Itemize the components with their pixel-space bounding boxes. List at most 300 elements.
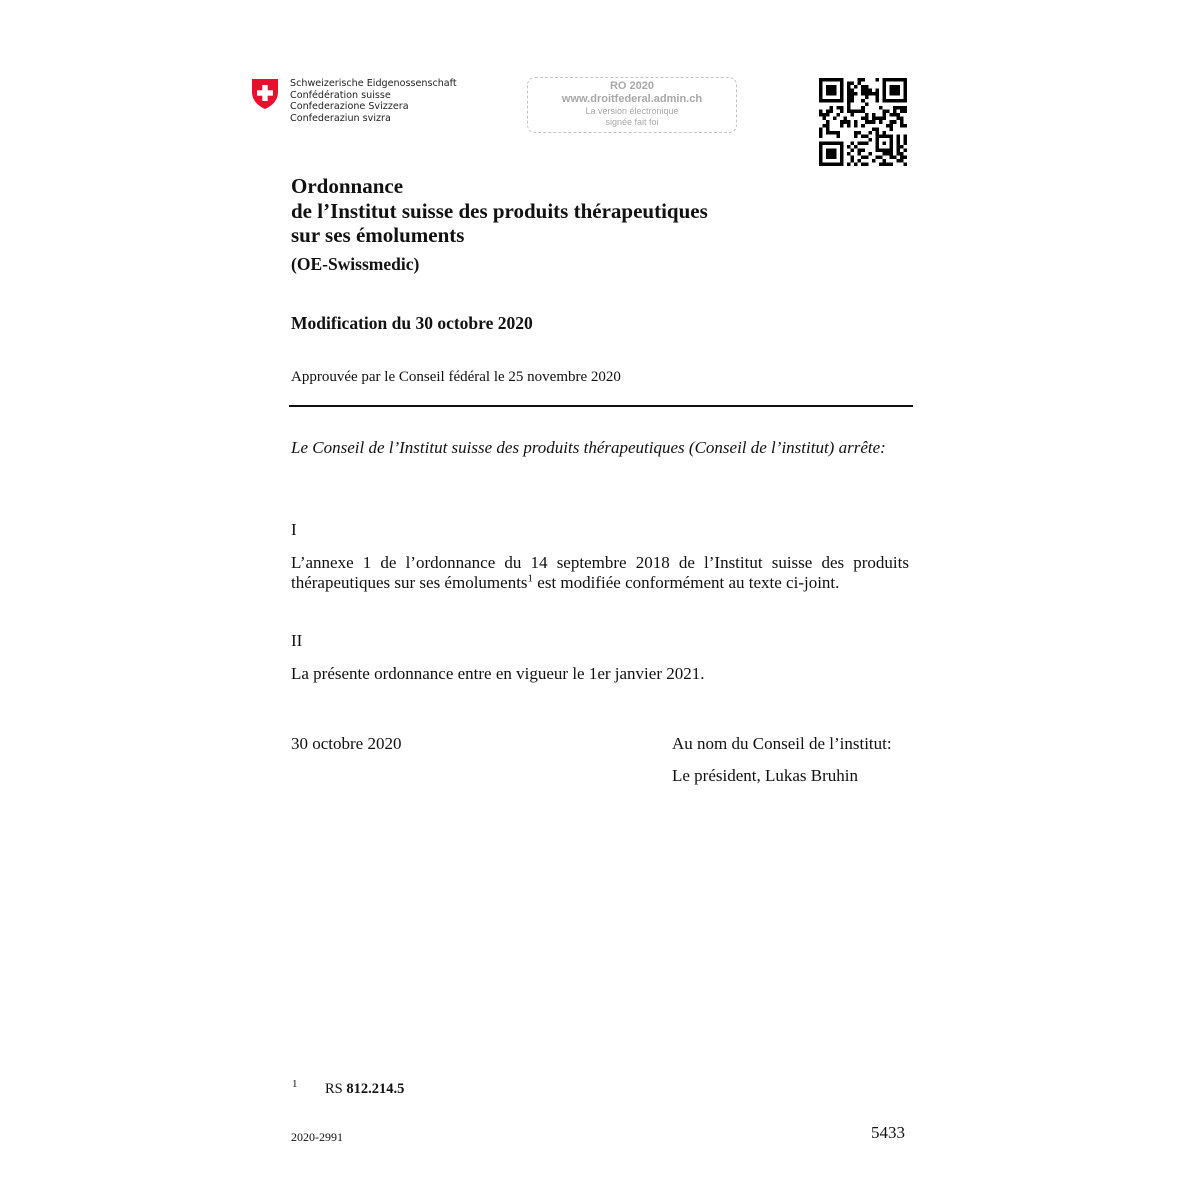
footnote-reference[interactable]: 1 [527, 572, 534, 585]
qr-module [840, 92, 844, 96]
qr-module [826, 78, 830, 82]
qr-module [830, 148, 834, 152]
qr-module [875, 92, 879, 96]
qr-module [879, 155, 883, 159]
qr-module [889, 141, 893, 145]
qr-module [847, 152, 851, 156]
stamp-note-line2: signée fait foi [605, 117, 659, 127]
qr-module [840, 99, 844, 103]
qr-module [833, 92, 837, 96]
qr-module [896, 78, 900, 82]
qr-module [847, 103, 851, 107]
qr-module [889, 134, 893, 138]
qr-module [861, 124, 865, 128]
qr-module [840, 78, 844, 82]
qr-module [837, 134, 841, 138]
swiss-shield-icon [251, 78, 279, 110]
qr-module [868, 152, 872, 156]
qr-module [875, 141, 879, 145]
qr-module [872, 127, 876, 131]
qr-module [882, 131, 886, 135]
qr-module [819, 141, 823, 145]
qr-module [833, 85, 837, 89]
qr-module [819, 99, 823, 103]
signature-president: Le président, Lukas Bruhin [672, 766, 859, 785]
qr-module [826, 85, 830, 89]
qr-module [882, 78, 886, 82]
qr-module [872, 159, 876, 163]
qr-module [840, 89, 844, 93]
qr-module [893, 155, 897, 159]
qr-module [819, 134, 823, 138]
qr-module [823, 117, 827, 121]
qr-module [886, 134, 890, 138]
qr-module [858, 131, 862, 135]
qr-module [882, 99, 886, 103]
qr-module [840, 106, 844, 110]
stamp-website-link[interactable]: www.droitfederal.admin.ch [561, 93, 703, 105]
qr-module [900, 120, 904, 124]
qr-module [840, 82, 844, 86]
qr-module [840, 85, 844, 89]
qr-module [861, 110, 865, 114]
qr-module [854, 110, 858, 114]
qr-module [903, 106, 907, 110]
qr-module [865, 141, 869, 145]
qr-module [851, 89, 855, 93]
qr-module [840, 159, 844, 163]
qr-module [865, 113, 869, 117]
footnote-reference-number: 812.214.5 [346, 1081, 405, 1097]
qr-module [900, 99, 904, 103]
document-title [291, 174, 708, 248]
qr-module [830, 110, 834, 114]
qr-module [865, 155, 869, 159]
qr-module [882, 113, 886, 117]
qr-module [889, 120, 893, 124]
qr-module [830, 131, 834, 135]
qr-module [903, 141, 907, 145]
qr-module [889, 127, 893, 131]
qr-module [854, 131, 858, 135]
qr-module [861, 134, 865, 138]
qr-module [889, 155, 893, 159]
federal-name-rm: Confederaziun svizra [290, 112, 391, 124]
qr-module [858, 82, 862, 86]
qr-module [903, 110, 907, 114]
qr-module [851, 113, 855, 117]
qr-module [826, 152, 830, 156]
qr-module [896, 152, 900, 156]
qr-module [851, 99, 855, 103]
qr-module [868, 120, 872, 124]
qr-module [819, 155, 823, 159]
qr-module [900, 152, 904, 156]
qr-module [847, 99, 851, 103]
qr-module [875, 145, 879, 149]
qr-module [861, 141, 865, 145]
qr-module [861, 92, 865, 96]
qr-module [896, 145, 900, 149]
qr-module [875, 155, 879, 159]
qr-module [882, 82, 886, 86]
qr-module [833, 152, 837, 156]
qr-module [851, 92, 855, 96]
qr-module [903, 82, 907, 86]
qr-module [833, 89, 837, 93]
section-number-1: I [291, 520, 297, 539]
qr-module [844, 117, 848, 121]
qr-module [826, 110, 830, 114]
federal-name-de: Schweizerische Eidgenossenschaft [290, 78, 457, 89]
qr-module [851, 110, 855, 114]
qr-module [861, 106, 865, 110]
qr-module [903, 96, 907, 100]
qr-module [889, 162, 893, 166]
stamp-note-line1: La version électronique [585, 106, 679, 116]
qr-module [826, 113, 830, 117]
qr-module [896, 89, 900, 93]
qr-module [893, 92, 897, 96]
qr-module [819, 82, 823, 86]
qr-module [896, 92, 900, 96]
qr-module [893, 106, 897, 110]
qr-module [882, 89, 886, 93]
qr-module [830, 152, 834, 156]
qr-module [847, 106, 851, 110]
qr-module [896, 113, 900, 117]
qr-module [900, 106, 904, 110]
qr-module [833, 141, 837, 145]
footnote-marker: 1 [292, 1078, 298, 1090]
qr-module [833, 131, 837, 135]
qr-module [858, 110, 862, 114]
qr-module [861, 155, 865, 159]
qr-module [830, 141, 834, 145]
qr-module [889, 138, 893, 142]
qr-module [854, 92, 858, 96]
qr-module [882, 96, 886, 100]
qr-module [872, 113, 876, 117]
qr-module [819, 159, 823, 163]
qr-module [879, 120, 883, 124]
qr-module [872, 92, 876, 96]
qr-module [896, 148, 900, 152]
qr-module [893, 99, 897, 103]
qr-code-icon [819, 78, 907, 166]
qr-module [847, 110, 851, 114]
qr-module [865, 120, 869, 124]
document-number: 2020-2991 [291, 1130, 343, 1144]
qr-module [847, 82, 851, 86]
qr-module [847, 85, 851, 89]
qr-module [875, 138, 879, 142]
federal-names [290, 78, 457, 124]
qr-module [823, 113, 827, 117]
qr-module [882, 110, 886, 114]
qr-module [861, 89, 865, 93]
qr-module [840, 155, 844, 159]
qr-module [903, 85, 907, 89]
qr-module [889, 89, 893, 93]
qr-module [875, 78, 879, 82]
modification-heading: Modification du 30 octobre 2020 [291, 313, 533, 333]
qr-module [837, 78, 841, 82]
page-number: 5433 [871, 1123, 905, 1142]
section-text-1-end: est modifiée conformément au texte ci-joint. [533, 573, 840, 592]
qr-module [833, 162, 837, 166]
qr-module [819, 127, 823, 131]
qr-module [833, 78, 837, 82]
qr-module [826, 131, 830, 135]
qr-module [823, 141, 827, 145]
qr-module [847, 96, 851, 100]
qr-module [889, 85, 893, 89]
federal-name-fr: Confédération suisse [290, 89, 391, 101]
title-line-1: Ordonnance [291, 174, 404, 198]
qr-module [826, 99, 830, 103]
qr-module [823, 124, 827, 128]
qr-module [854, 85, 858, 89]
qr-module [903, 124, 907, 128]
qr-module [903, 89, 907, 93]
qr-module [837, 113, 841, 117]
qr-module [879, 148, 883, 152]
qr-module [830, 162, 834, 166]
qr-module [830, 99, 834, 103]
qr-module [840, 110, 844, 114]
qr-module [819, 89, 823, 93]
qr-module [879, 117, 883, 121]
qr-module [847, 145, 851, 149]
qr-module [903, 138, 907, 142]
qr-module [865, 85, 869, 89]
qr-module [903, 78, 907, 82]
qr-module [865, 117, 869, 121]
footnote-text [325, 1080, 404, 1098]
qr-module [837, 99, 841, 103]
qr-module [819, 148, 823, 152]
qr-module [889, 78, 893, 82]
preamble: Le Conseil de l’Institut suisse des produits thérapeutiques (Conseil de l’institut) arrête: [291, 438, 886, 457]
qr-module [900, 159, 904, 163]
qr-module [882, 92, 886, 96]
qr-module [875, 134, 879, 138]
qr-module [819, 78, 823, 82]
qr-module [903, 148, 907, 152]
qr-module [858, 148, 862, 152]
section-text-1-main: L’annexe 1 de l’ordonnance du 14 septembre 2018 de l’Institut suisse des produits thérapeutiques sur ses émoluments [291, 553, 909, 592]
title-line-2: de l’Institut suisse des produits thérapeutiques [291, 198, 708, 223]
qr-module [865, 96, 869, 100]
qr-module [865, 134, 869, 138]
qr-module [840, 124, 844, 128]
qr-module [858, 159, 862, 163]
stamp-ro-number: RO 2020 [609, 80, 655, 92]
document-abbreviation: (OE-Swissmedic) [291, 254, 420, 274]
qr-module [886, 124, 890, 128]
qr-module [840, 145, 844, 149]
qr-module [823, 162, 827, 166]
qr-module [896, 117, 900, 121]
qr-module [830, 85, 834, 89]
qr-module [840, 148, 844, 152]
qr-module [882, 148, 886, 152]
qr-module [830, 106, 834, 110]
signature-on-behalf: Au nom du Conseil de l’institut: [672, 734, 892, 753]
qr-module [886, 148, 890, 152]
qr-module [840, 120, 844, 124]
qr-module [868, 89, 872, 93]
qr-module [840, 162, 844, 166]
qr-module [882, 152, 886, 156]
qr-module [830, 155, 834, 159]
qr-module [886, 110, 890, 114]
qr-module [886, 162, 890, 166]
qr-module [903, 162, 907, 166]
qr-module [851, 148, 855, 152]
qr-module [851, 159, 855, 163]
qr-module [826, 148, 830, 152]
qr-module [896, 99, 900, 103]
qr-module [851, 155, 855, 159]
qr-module [889, 148, 893, 152]
qr-module [837, 162, 841, 166]
qr-module [903, 155, 907, 159]
qr-module [854, 145, 858, 149]
qr-module [889, 152, 893, 156]
qr-module [882, 159, 886, 163]
qr-module [861, 117, 865, 121]
qr-module [872, 117, 876, 121]
qr-module [819, 92, 823, 96]
qr-module [861, 148, 865, 152]
qr-module [858, 141, 862, 145]
qr-module [896, 159, 900, 163]
qr-module [882, 85, 886, 89]
qr-module [833, 155, 837, 159]
qr-module [865, 92, 869, 96]
qr-module [875, 117, 879, 121]
qr-module [851, 141, 855, 145]
qr-module [900, 124, 904, 128]
qr-module [840, 141, 844, 145]
qr-module [861, 85, 865, 89]
qr-module [882, 141, 886, 145]
title-line-3: sur ses émoluments [291, 223, 465, 247]
federal-name-it: Confederazione Svizzera [290, 101, 409, 113]
qr-module [879, 106, 883, 110]
qr-module [823, 99, 827, 103]
qr-module [900, 145, 904, 149]
qr-module [847, 162, 851, 166]
qr-module [847, 120, 851, 124]
qr-module [882, 162, 886, 166]
qr-module [826, 92, 830, 96]
qr-module [854, 134, 858, 138]
qr-module [882, 117, 886, 121]
qr-module [854, 124, 858, 128]
qr-module [826, 120, 830, 124]
qr-module [903, 134, 907, 138]
qr-module [826, 155, 830, 159]
section-number-2: II [291, 631, 303, 650]
qr-module [819, 162, 823, 166]
qr-module [837, 141, 841, 145]
qr-module [858, 78, 862, 82]
qr-module [896, 141, 900, 145]
qr-module [886, 99, 890, 103]
qr-module [875, 96, 879, 100]
qr-module [854, 162, 858, 166]
qr-module [830, 78, 834, 82]
qr-module [837, 131, 841, 135]
qr-module [875, 131, 879, 135]
qr-module [833, 148, 837, 152]
qr-module [889, 99, 893, 103]
qr-module [826, 127, 830, 131]
qr-module [889, 124, 893, 128]
qr-module [900, 117, 904, 121]
qr-module [872, 120, 876, 124]
qr-module [858, 152, 862, 156]
qr-module [840, 96, 844, 100]
section-text-2: La présente ordonnance entre en vigueur le 1er janvier 2021. [291, 664, 705, 683]
qr-module [819, 145, 823, 149]
section-text-1 [291, 553, 909, 593]
qr-module [819, 96, 823, 100]
qr-module [889, 145, 893, 149]
qr-module [889, 113, 893, 117]
qr-module [896, 138, 900, 142]
qr-module [851, 82, 855, 86]
approval-note: Approuvée par le Conseil fédéral le 25 novembre 2020 [291, 369, 621, 385]
qr-module [819, 110, 823, 114]
qr-module [896, 134, 900, 138]
qr-module [879, 134, 883, 138]
qr-module [854, 120, 858, 124]
qr-module [837, 106, 841, 110]
qr-module [875, 99, 879, 103]
qr-module [823, 78, 827, 82]
qr-module [844, 120, 848, 124]
signature-date: 30 octobre 2020 [291, 734, 402, 753]
qr-module [826, 162, 830, 166]
qr-module [875, 89, 879, 93]
qr-module [819, 85, 823, 89]
qr-module [868, 131, 872, 135]
qr-module [847, 89, 851, 93]
qr-module [875, 127, 879, 131]
qr-module [833, 99, 837, 103]
qr-module [893, 85, 897, 89]
qr-module [868, 138, 872, 142]
qr-module [886, 78, 890, 82]
qr-module [840, 152, 844, 156]
qr-module [875, 148, 879, 152]
qr-module [896, 106, 900, 110]
qr-module [861, 78, 865, 82]
qr-module [886, 152, 890, 156]
qr-module [889, 92, 893, 96]
qr-module [893, 113, 897, 117]
qr-module [868, 92, 872, 96]
ro-stamp [527, 77, 737, 133]
qr-module [819, 113, 823, 117]
qr-module [865, 162, 869, 166]
qr-module [861, 162, 865, 166]
qr-module [826, 89, 830, 93]
